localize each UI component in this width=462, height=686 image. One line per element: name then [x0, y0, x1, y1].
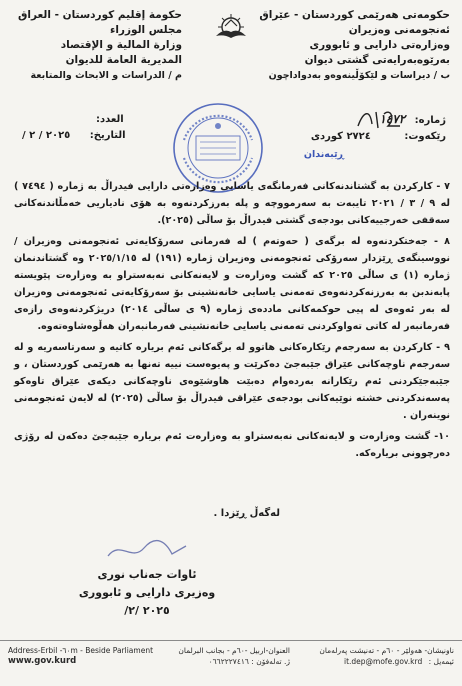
footer-email-label: ئیمەیل :	[428, 657, 454, 666]
paragraph-7: ٧ - كاركردن بە گشتاندنەكانی فەرمانگەی یاسایی وەزارەتی دارایی فیدراڵ بە ژمارە ( ٧٤٩٤ ) لە ٩ / ٣ / ٢٠٢١ تایبەت بە سەرمووچە و پلە بەرزكردنەوە بە هۆی نادیاریی خەمڵاندنەكانی سەقفی خەرجییەكانی بودجەی گشتی فیدراڵ بۆ ساڵی (٢٠٢٥).	[14, 181, 451, 226]
footer-website-link[interactable]: www.gov.kurd	[8, 656, 77, 666]
footer-email-link[interactable]: it.dep@mofe.gov.krd	[343, 657, 423, 666]
signature-block	[72, 538, 222, 620]
arabic-council-line: مجلس الوزراء	[109, 24, 182, 36]
kurdish-month-stamp: ڕێبەندان	[303, 149, 344, 160]
signatory-name: ئاوات جەناب نوری	[97, 568, 197, 581]
paragraph-9: ٩ - كاركردن بە سەرجەم رێكارەكانی هاتوو لە برگەكانی ئەم بریارە كاتیە و سەرتاسەریە و لە سەرجەم ناوچەكانی عێراق جێبەجێ دەكرێت و پەیوەست نییە تەنها بە هەرێمی كوردستان ، و جێبەجێكردنی ئەم رێكارانە بەردەوام دەبێت هاوشێوەی ناوچەكانی دیكەی عێراق تاوەكو پەسەندكردنی خشتە نوێیەكانی بودجەی عێراقی فیدراڵ بۆ ساڵی (٢٠٢٥) لە لایەن ئەنجومەنی نوینەران .	[14, 342, 450, 421]
paragraph-10: ١٠- گشت وەزارەت و لایەنەكانی نەبەستراو بە وەزارەت ئەم بریارە جێبەجێ دەكەن لە رۆژی دەرچوونی بریارەكە.	[14, 431, 450, 459]
kurdish-directorate-line: بەرێوەبەرايەتى گشتى ديوان	[304, 54, 450, 66]
kurdish-division-line: ب / دیراسات و لێکۆڵینەوەو بەدواداچون	[268, 70, 450, 81]
arabic-directorate-line: المديرية العامة للديوان	[65, 54, 182, 66]
arabic-number-label: العدد:	[96, 114, 124, 125]
footer-ku-address: ناونیشان- هەولێر - ٦٠م - تەنیشت پەرلەمان	[319, 646, 454, 655]
kurdish-ministry-line: وەزارەتى دارايى و ئابوورى	[309, 39, 450, 51]
signatory-title: وەزیری دارایی و ئابووری	[78, 586, 216, 599]
kurdistan-emblem-icon	[212, 8, 250, 42]
arabic-date-value: ٢٠٢٥ / ٢ /	[22, 130, 71, 141]
arabic-letterhead	[12, 8, 182, 83]
kurdish-gov-line: حكومەتى هەرێمى كوردستان - عێراق	[259, 9, 450, 21]
arabic-number-field	[96, 114, 124, 125]
decision-body	[14, 178, 450, 466]
handwritten-number-mark	[354, 104, 404, 134]
footer-ar-phone: ژ. تەلەفۆن : ٠٦٦٢٢٢٧٤١٦	[208, 657, 290, 666]
arabic-date-label: التاريخ:	[89, 130, 126, 141]
footer-kurdish	[319, 645, 454, 667]
kurdish-number-value: ١٤٧٢	[379, 112, 406, 126]
signature-date: ٢٠٢٥ /٢/	[124, 604, 170, 617]
arabic-date-field	[22, 130, 126, 141]
kurdish-date-value: ٢٧٢٤ كوردی	[310, 131, 371, 142]
kurdish-number-label: ژمارە:	[414, 115, 446, 126]
footer-ar-address: العنوان-اربيل -٦٠م - بجانب البرلمان	[178, 646, 290, 655]
kurdish-letterhead	[259, 8, 450, 83]
footer-english	[8, 645, 153, 667]
kurdish-council-line: ئەنجومەنى وەزيران	[348, 24, 450, 36]
arabic-division-line: م / الدراسات و الابحاث والمتابعة	[30, 70, 182, 81]
footer-en-address: Address-Erbil -٦٠m - Beside Parliament	[8, 646, 154, 655]
kurdish-date-label: رێكەوت:	[404, 131, 446, 142]
arabic-ministry-line: وزارة المالية و الإقتصاد	[60, 39, 182, 51]
arabic-gov-line: حكومة إقليم كوردستان - العراق	[17, 9, 182, 21]
letter-footer	[0, 640, 462, 686]
closing-regards: لەگەڵ ڕێزدا .	[213, 508, 280, 519]
footer-ku-email-row	[319, 656, 454, 667]
footer-arabic	[150, 645, 290, 667]
handwritten-signature-icon	[102, 538, 192, 564]
paragraph-8: ٨ - جەختكردنەوە لە برگەی ( حەوتەم ) لە فەرمانی سەرۆكایەتی ئەنجومەنی وەزیران / نووسینگەی ڕێزدار سەرۆكی ئەنجومەنی وەزیران ژمارە (١٩١) لە ٢٠٢٥/١/١٥ وە گشتاندنمان ژمارە (١) ی ساڵی ٢٠٢٥ كە گشت وەزارەت و لایەنەكانی نەبەستراو بە وەزارەت پێویستە پابەندبن بە بەرزنەكردنەوەی تەمەنی یاسایی خانەنشینی بۆ سەرۆكایەتی ئەنجومەنی وەزیران لە بەر ئەوەی لە پیی حوكمەكانی ماددەی ژمارە (٩ ی ساڵی ٢٠١٤) دریژكردنەوەی رازەی فەرمانبەر لە كاتی تەواوكردنی تەمەنی یاسایی خانەنشینی فەرمانبەران هەڵوەشاوەتەوە.	[14, 236, 451, 332]
